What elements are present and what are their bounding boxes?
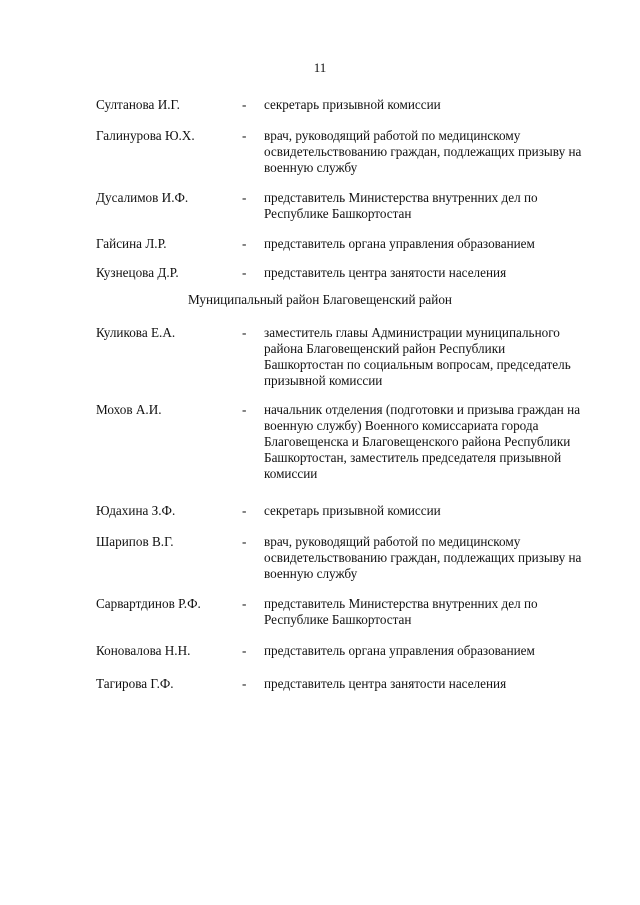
member-role: секретарь призывной комиссии [264, 503, 441, 518]
member-dash: - [242, 190, 247, 205]
member-name: Кузнецова Д.Р. [96, 265, 179, 280]
member-name: Юдахина З.Ф. [96, 503, 176, 518]
member-role: представитель Министерства внутренних дел по Республике Башкортостан [264, 596, 538, 627]
member-dash: - [242, 534, 247, 549]
member-role: врач, руководящий работой по медицинскому освидетельствованию граждан, подлежащих призыву на военную службу [264, 534, 582, 581]
member-name: Сарвартдинов Р.Ф. [96, 596, 201, 611]
member-role: секретарь призывной комиссии [264, 97, 441, 112]
member-dash: - [242, 128, 247, 143]
member-name: Галинурова Ю.Х. [96, 128, 195, 143]
member-name: Султанова И.Г. [96, 97, 180, 112]
member-name: Коновалова Н.Н. [96, 643, 191, 658]
member-role: представитель органа управления образованием [264, 643, 535, 658]
member-role: представитель органа управления образованием [264, 236, 535, 251]
member-role: заместитель главы Администрации муниципального района Благовещенский район Республики Башкортостан по социальным вопросам, председатель призывной комиссии [264, 325, 571, 388]
member-dash: - [242, 596, 247, 611]
member-name: Тагирова Г.Ф. [96, 676, 174, 691]
member-name: Шарипов В.Г. [96, 534, 174, 549]
member-dash: - [242, 676, 247, 691]
member-dash: - [242, 97, 247, 112]
member-name: Дусалимов И.Ф. [96, 190, 189, 205]
member-role: представитель Министерства внутренних дел по Республике Башкортостан [264, 190, 538, 221]
member-name: Гайсина Л.Р. [96, 236, 167, 251]
member-dash: - [242, 265, 247, 280]
member-dash: - [242, 236, 247, 251]
member-dash: - [242, 402, 247, 417]
section-title: Муниципальный район Благовещенский район [188, 292, 452, 307]
page-number: 11 [313, 60, 327, 75]
member-role: врач, руководящий работой по медицинскому освидетельствованию граждан, подлежащих призыву на военную службу [264, 128, 582, 175]
member-role: начальник отделения (подготовки и призыва граждан на военную службу) Военного комиссариата города Благовещенска и Благовещенского района Республики Башкортостан, заместитель председателя призывной комиссии [264, 402, 581, 481]
member-dash: - [242, 643, 247, 658]
member-role: представитель центра занятости населения [264, 676, 507, 691]
member-dash: - [242, 325, 247, 340]
member-name: Мохов А.И. [96, 402, 162, 417]
member-role: представитель центра занятости населения [264, 265, 507, 280]
member-name: Куликова Е.А. [96, 325, 176, 340]
member-dash: - [242, 503, 247, 518]
